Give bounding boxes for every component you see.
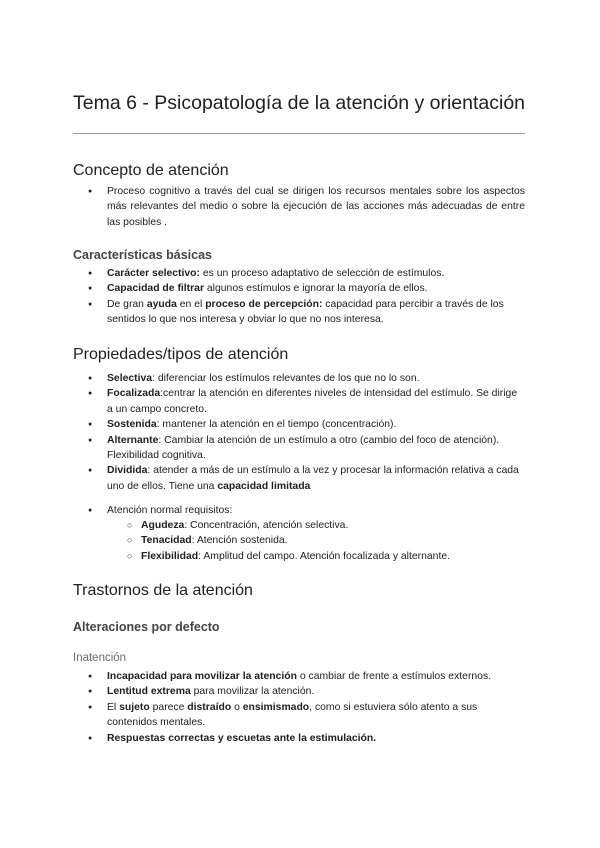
list-item: ● Lentitud extrema para movilizar la atención. — [73, 684, 525, 699]
page-title: Tema 6 - Psicopatología de la atención y orientación — [73, 92, 526, 114]
alteraciones-heading: Alteraciones por defecto — [73, 620, 220, 634]
inatencion-list — [73, 669, 525, 746]
title-divider — [73, 133, 525, 134]
list-item: ● Sostenida: mantener la atención en el tiempo (concentración). — [73, 417, 525, 432]
list-item: ● De gran ayuda en el proceso de percepción: capacidad para percibir a través de los sentidos lo que nos interesa y obviar lo que no nos interesa. — [73, 297, 525, 328]
list-item: ● El sujeto parece distraído o ensimismado, como si estuviera sólo atento a sus contenidos mentales. — [73, 700, 525, 731]
list-item: ● Alternante: Cambiar la atención de un estímulo a otro (cambio del foco de atención). Flexibilidad cognitiva. — [73, 433, 525, 464]
requisitos-sublist — [107, 518, 527, 564]
list-item: ○ Tenacidad: Atención sostenida. — [107, 533, 527, 548]
caracteristicas-list — [73, 266, 525, 328]
list-item: ● Carácter selectivo: es un proceso adaptativo de selección de estímulos. — [73, 266, 525, 281]
trastornos-heading: Trastornos de la atención — [73, 582, 253, 599]
list-item: ● Respuestas correctas y escuetas ante la estimulación. — [73, 731, 525, 746]
requisitos-list — [73, 503, 525, 518]
concepto-list — [73, 184, 525, 230]
list-item: ● Atención normal requisitos: — [73, 503, 525, 518]
list-item: ● Dividida: atender a más de un estímulo a la vez y procesar la información relativa a cada uno de ellos. Tiene una capacidad limitada — [73, 463, 525, 494]
list-item: ● Incapacidad para movilizar la atención o cambiar de frente a estímulos externos. — [73, 669, 525, 684]
list-item: ○ Agudeza: Concentración, atención selectiva. — [107, 518, 527, 533]
propiedades-list — [73, 371, 525, 494]
list-item: ● Focalizada:centrar la atención en diferentes niveles de intensidad del estímulo. Se dirige a un campo concreto. — [73, 386, 525, 417]
list-item: ● Proceso cognitivo a través del cual se dirigen los recursos mentales sobre los aspectos más relevantes del medio o sobre la ejecución de las acciones más adecuadas de entre las posibles . — [73, 184, 525, 230]
concepto-heading: Concepto de atención — [73, 162, 229, 179]
propiedades-heading: Propiedades/tipos de atención — [73, 346, 289, 363]
caracteristicas-heading: Características básicas — [73, 248, 212, 262]
inatencion-heading: Inatención — [73, 652, 127, 664]
list-item: ● Capacidad de filtrar algunos estímulos e ignorar la mayoría de ellos. — [73, 281, 525, 296]
list-item: ● Selectiva: diferenciar los estímulos relevantes de los que no lo son. — [73, 371, 525, 386]
list-item: ○ Flexibilidad: Amplitud del campo. Atención focalizada y alternante. — [107, 549, 527, 564]
